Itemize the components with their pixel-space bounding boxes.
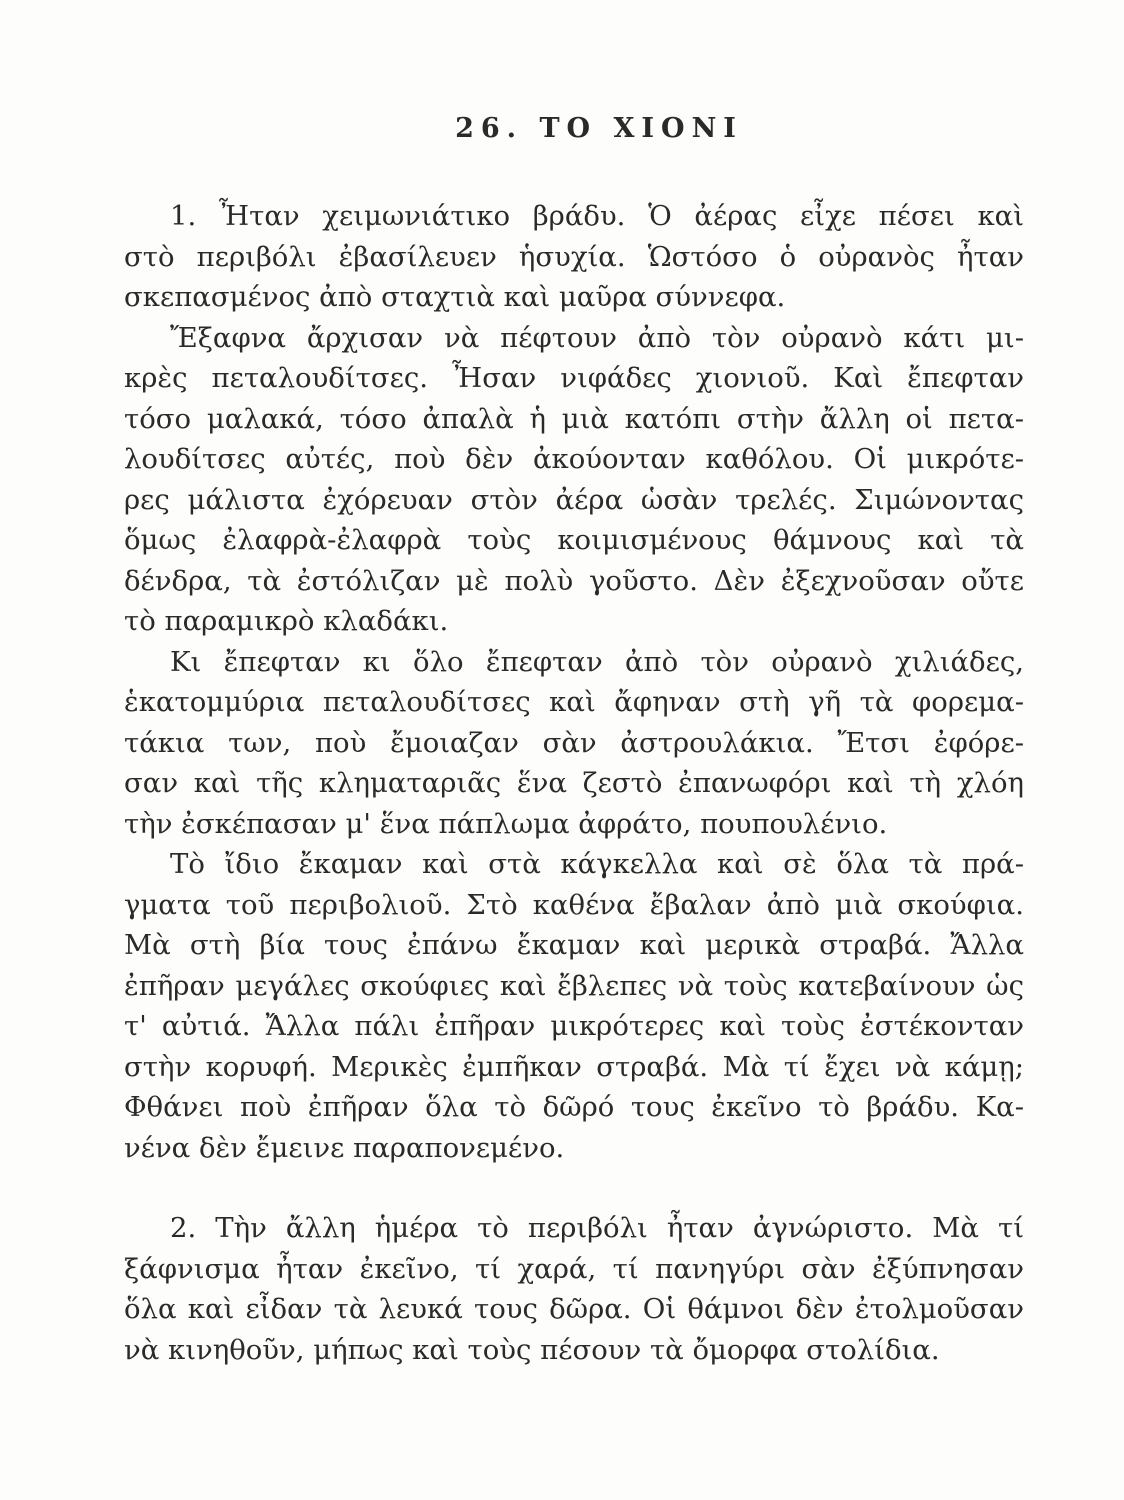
section-gap: [124, 1168, 1024, 1208]
text-line: νένα δὲν ἔμεινε παραπονεμένο.: [124, 1131, 565, 1164]
text-line: Φθάνει ποὺ ἐπῆραν ὅλα τὸ δῶρό τους ἐκεῖνο τὸ βράδυ. Κα-: [124, 1091, 1024, 1123]
text-line: ὅλα καὶ εἶδαν τὰ λευκά τους δῶρα. Οἱ θάμνοι δὲν ἐτολμοῦσαν: [124, 1293, 1024, 1325]
text-line: 2. Τὴν ἄλλη ἡμέρα τὸ περιβόλι ἦταν ἀγνώριστο. Μὰ τί: [170, 1212, 1024, 1244]
text-line: ρες μάλιστα ἐχόρευαν στὸν ἀέρα ὡσὰν τρελές. Σιμώνοντας: [124, 483, 1024, 516]
text-line: τάκια των, ποὺ ἔμοιαζαν σὰν ἀστρουλάκια. Ἔτσι ἐφόρε-: [124, 726, 1024, 759]
text-line: 1. Ἦταν χειμωνιάτικο βράδυ. Ὁ ἀέρας εἶχε πέσει καὶ: [170, 200, 1024, 232]
paragraph-1: [124, 196, 1024, 318]
text-line: σαν καὶ τῆς κληματαριᾶς ἕνα ζεστὸ ἐπανωφόρι καὶ τὴ χλόη: [124, 767, 1024, 799]
text-line: ὅμως ἐλαφρὰ-ἐλαφρὰ τοὺς κοιμισμένους θάμνους καὶ τὰ: [124, 524, 1024, 556]
text-line: κρὲς πεταλουδίτσες. Ἦσαν νιφάδες χιονιοῦ. Καὶ ἔπεφταν: [124, 362, 1024, 394]
text-line: τὸ παραμικρὸ κλαδάκι.: [124, 605, 449, 637]
text-line: νὰ κινηθοῦν, μήπως καὶ τοὺς πέσουν τὰ ὄμορφα στολίδια.: [124, 1333, 940, 1366]
text-line: τόσο μαλακά, τόσο ἀπαλὰ ἡ μιὰ κατόπι στὴν ἄλλη οἱ πετα-: [124, 402, 1024, 435]
text-line: δένδρα, τὰ ἐστόλιζαν μὲ πολὺ γοῦστο. Δὲν ἐξεχνοῦσαν οὔτε: [124, 564, 1024, 597]
text-block: [124, 112, 1024, 1370]
text-line: ἑκατομμύρια πεταλουδίτσες καὶ ἄφηναν στὴ γῆ τὰ φορεμα-: [124, 686, 1024, 718]
text-line: Ἔξαφνα ἄρχισαν νὰ πέφτουν ἀπὸ τὸν οὐρανὸ κάτι μι-: [170, 321, 1024, 354]
text-line: Τὸ ἴδιο ἔκαμαν καὶ στὰ κάγκελλα καὶ σὲ ὅλα τὰ πρά-: [170, 848, 1024, 880]
text-line: τ' αὐτιά. Ἄλλα πάλι ἐπῆραν μικρότερες καὶ τοὺς ἐστέκονταν: [124, 1010, 1024, 1042]
text-line: σκεπασμένος ἀπὸ σταχτιὰ καὶ μαῦρα σύννεφα.: [124, 281, 786, 313]
paragraph-3: [124, 642, 1024, 845]
text-line: ἐπῆραν μεγάλες σκούφιες καὶ ἔβλεπες νὰ τοὺς κατεβαίνουν ὡς: [124, 969, 1024, 1002]
text-line: ξάφνισμα ἦταν ἐκεῖνο, τί χαρά, τί πανηγύρι σὰν ἐξύπνησαν: [124, 1252, 1024, 1285]
text-line: γματα τοῦ περιβολιοῦ. Στὸ καθένα ἔβαλαν ἀπὸ μιὰ σκούφια.: [124, 888, 1024, 921]
paragraph-2: [124, 318, 1024, 642]
paragraph-4: [124, 844, 1024, 1168]
text-line: Κι ἔπεφταν κι ὅλο ἔπεφταν ἀπὸ τὸν οὐρανὸ χιλιάδες,: [170, 645, 1024, 678]
text-line: στὴν κορυφή. Μερικὲς ἐμπῆκαν στραβά. Μὰ τί ἔχει νὰ κάμῃ;: [124, 1050, 1024, 1083]
text-line: τὴν ἐσκέπασαν μ' ἕνα πάπλωμα ἀφράτο, πουπουλένιο.: [124, 807, 888, 840]
chapter-title: 26. ΤΟ ΧΙΟΝΙ: [455, 113, 743, 144]
text-line: στὸ περιβόλι ἐβασίλευεν ἡσυχία. Ὡστόσο ὁ οὐρανὸς ἦταν: [124, 240, 1024, 273]
text-line: Μὰ στὴ βία τους ἐπάνω ἔκαμαν καὶ μερικὰ στραβά. Ἄλλα: [124, 929, 1024, 961]
paragraph-5: [124, 1208, 1024, 1370]
text-line: λουδίτσες αὐτές, ποὺ δὲν ἀκούονταν καθόλου. Οἱ μικρότε-: [124, 443, 1024, 475]
